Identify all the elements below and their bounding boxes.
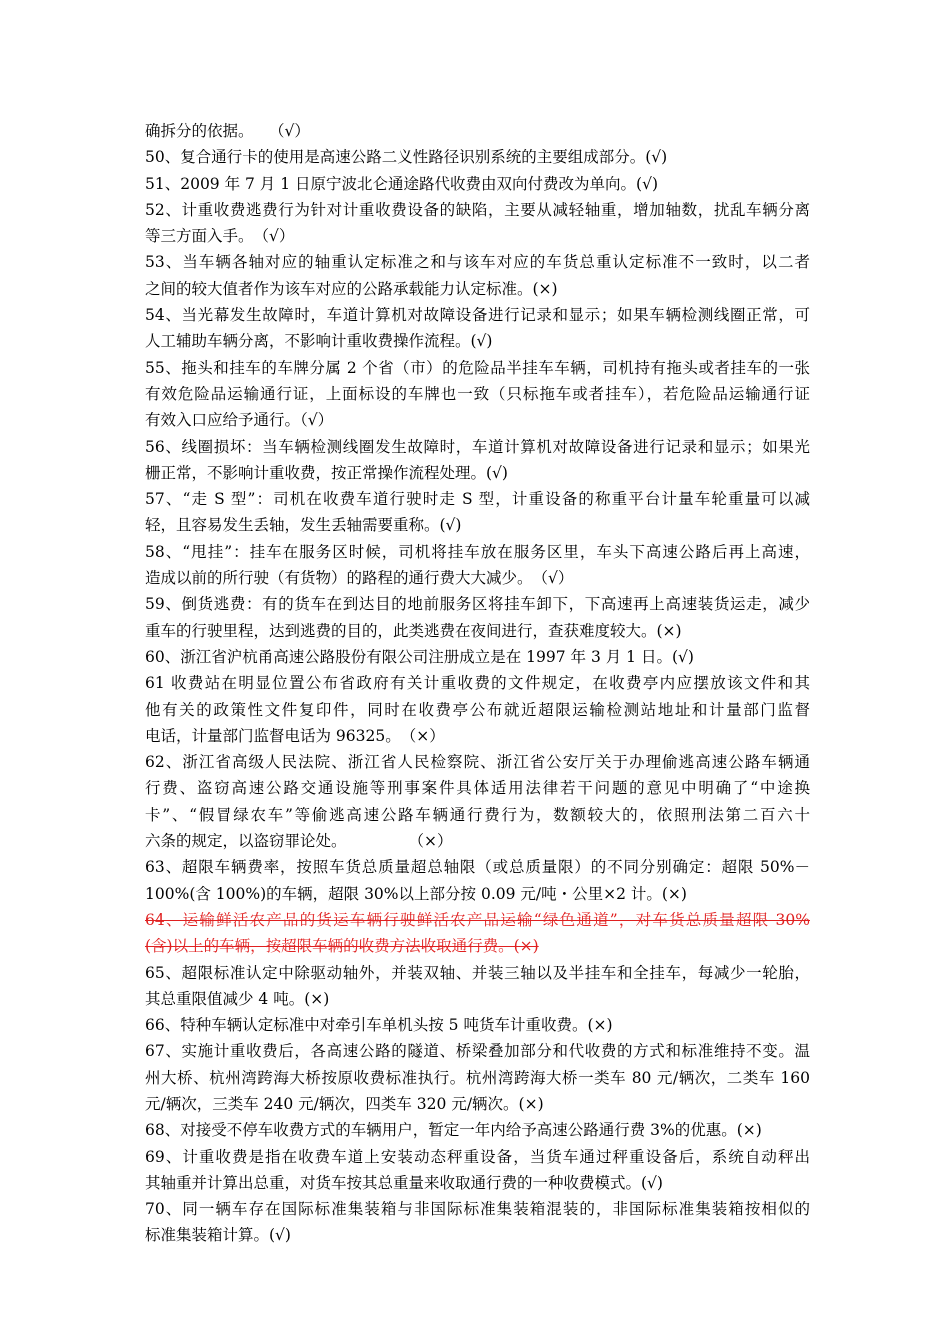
text-line: 63、超限车辆费率，按照车货总质量超总轴限（或总质量限）的不同分别确定：超限 50%－: [145, 858, 810, 877]
text-line: 轻，且容易发生丢轴，发生丢轴需要重称。(√): [145, 516, 462, 535]
text-line: 造成以前的所行驶（有货物）的路程的通行费大大减少。 （√）: [145, 569, 574, 588]
text-line: 65、超限标准认定中除驱动轴外，并装双轴、并装三轴以及半挂车和全挂车，每减少一轮胎，: [145, 963, 810, 982]
text-line: 之间的较大值者作为该车对应的公路承载能力认定标准。(×): [145, 279, 558, 298]
question-list: [145, 118, 810, 1249]
text-line: 60、浙江省沪杭甬高速公路股份有限公司注册成立是在 1997 年 3 月 1 日。(√): [145, 647, 694, 666]
text-line: 有效入口应给予通行。（√）: [145, 411, 334, 430]
deleted-text-line: 64、运输鲜活农产品的货运车辆行驶鲜活农产品运输“绿色通道”，对车货总质量超限 30%: [145, 910, 810, 929]
text-line: 57、“走 S 型”：司机在收费车道行驶时走 S 型，计重设备的称重平台计量车轮重量可以减: [145, 490, 810, 509]
text-line: 行费、盗窃高速公路交通设施等刑事案件具体适用法律若干问题的意见中明确了“中途换: [145, 779, 810, 798]
text-line: 68、对接受不停车收费方式的车辆用户，暂定一年内给予高速公路通行费 3%的优惠。(×): [145, 1121, 762, 1140]
text-line: 54、当光幕发生故障时，车道计算机对故障设备进行记录和显示；如果车辆检测线圈正常，可: [145, 306, 810, 325]
text-line: 59、倒货逃费：有的货车在到达目的地前服务区将挂车卸下，下高速再上高速装货运走，减少: [145, 595, 810, 614]
text-line: 电话，计量部门监督电话为 96325。 （×）: [145, 726, 445, 745]
text-line: 州大桥、杭州湾跨海大桥按原收费标准执行。杭州湾跨海大桥一类车 80 元/辆次，二类车 160: [145, 1068, 810, 1087]
text-line: 人工辅助车辆分离，不影响计重收费操作流程。(√): [145, 332, 493, 351]
text-line: 55、拖头和挂车的车牌分属 2 个省（市）的危险品半挂车车辆，司机持有拖头或者挂车的一张: [145, 358, 810, 377]
text-line: 66、特种车辆认定标准中对牵引车单机头按 5 吨货车计重收费。(×): [145, 1016, 613, 1035]
text-line: 等三方面入手。 （√）: [145, 227, 295, 246]
text-line: 53、当车辆各轴对应的轴重认定标准之和与该车对应的车货总重认定标准不一致时，以二者: [145, 253, 810, 272]
text-line: 其总重限值减少 4 吨。(×): [145, 989, 330, 1008]
text-line: 其轴重并计算出总重，对货车按其总重量来收取通行费的一种收费模式。(√): [145, 1173, 663, 1192]
text-line: 标准集装箱计算。(√): [145, 1226, 291, 1245]
text-line: 52、计重收费逃费行为针对计重收费设备的缺陷，主要从减轻轴重，增加轴数，扰乱车辆分离: [145, 200, 810, 219]
text-line: 他有关的政策性文件复印件，同时在收费亭公布就近超限运输检测站地址和计量部门监督: [145, 700, 810, 719]
text-line: 元/辆次，三类车 240 元/辆次，四类车 320 元/辆次。(×): [145, 1094, 544, 1113]
text-line: 61 收费站在明显位置公布省政府有关计重收费的文件规定，在收费亭内应摆放该文件和其: [145, 674, 810, 693]
text-line: 100%(含 100%)的车辆，超限 30%以上部分按 0.09 元/吨・公里×2 计。(×): [145, 884, 687, 903]
text-line: 六条的规定，以盗窃罪论处。 （×）: [145, 832, 453, 851]
text-line: 卡”、“假冒绿农车”等偷逃高速公路车辆通行费行为，数额较大的，依照刑法第二百六十: [145, 805, 810, 824]
text-line: 栅正常，不影响计重收费，按正常操作流程处理。(√): [145, 463, 508, 482]
text-line: 56、线圈损坏：当车辆检测线圈发生故障时，车道计算机对故障设备进行记录和显示；如果光: [145, 437, 810, 456]
text-line: 62、浙江省高级人民法院、浙江省人民检察院、浙江省公安厅关于办理偷逃高速公路车辆通: [145, 753, 810, 772]
text-line: 70、同一辆车存在国际标准集装箱与非国际标准集装箱混装的，非国际标准集装箱按相似的: [145, 1200, 810, 1219]
text-line: 确拆分的依据。 （√）: [145, 122, 310, 140]
text-line: 67、实施计重收费后，各高速公路的隧道、桥梁叠加部分和代收费的方式和标准维持不变。温: [145, 1042, 810, 1061]
text-line: 有效危险品运输通行证，上面标设的车牌也一致（只标拖车或者挂车），若危险品运输通行证: [145, 384, 810, 403]
text-line: 重车的行驶里程，达到逃费的目的，此类逃费在夜间进行，查获难度较大。(×): [145, 621, 682, 640]
text-line: 69、计重收费是指在收费车道上安装动态秤重设备，当货车通过秤重设备后，系统自动秤出: [145, 1147, 810, 1166]
text-line: 50、复合通行卡的使用是高速公路二义性路径识别系统的主要组成部分。(√): [145, 148, 668, 167]
deleted-text-line: (含)以上的车辆，按超限车辆的收费方法收取通行费。(×): [145, 937, 539, 956]
text-line: 58、“甩挂”：挂车在服务区时候，司机将挂车放在服务区里，车头下高速公路后再上高速，: [145, 542, 810, 561]
text-line: 51、2009 年 7 月 1 日原宁波北仑通途路代收费由双向付费改为单向。(√): [145, 174, 659, 193]
